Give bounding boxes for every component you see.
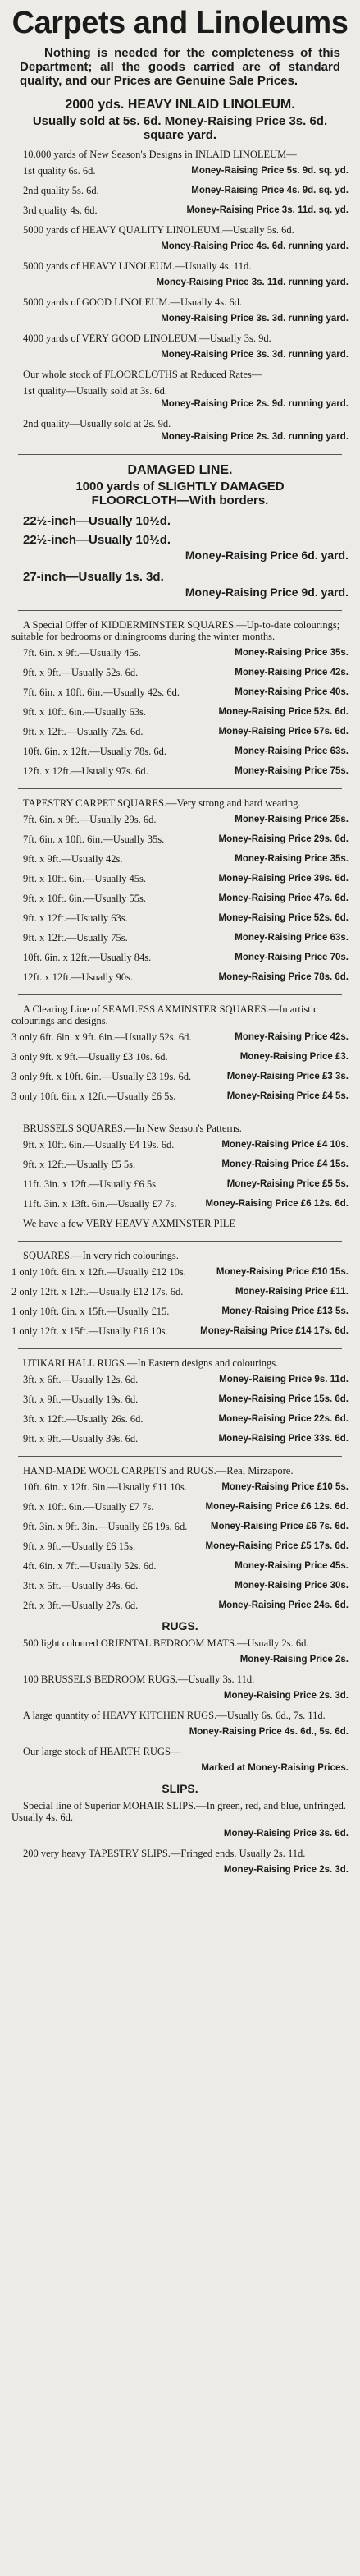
seamless-row: 3 only 6ft. 6in. x 9ft. 6in.—Usually 52s. 6d. Money-Raising Price 42s. (11, 1031, 349, 1043)
rugs-hearth-price: Marked at Money-Raising Prices. (201, 1763, 349, 1773)
damaged-heading: DAMAGED LINE. (127, 463, 233, 477)
divider (18, 1241, 342, 1242)
slips-tapestry-price: Money-Raising Price 2s. 3d. (223, 1865, 349, 1875)
rugs-brussels: 100 BRUSSELS BEDROOM RUGS.—Usually 3s. 11d. (23, 1674, 255, 1685)
kidderminster-row: 12ft. x 12ft.—Usually 97s. 6d. Money-Raising Price 75s. (23, 765, 349, 777)
tapestry-text: TAPESTRY CARPET SQUARES.—Very strong and hard wearing. (23, 797, 301, 809)
very-good-price: Money-Raising Price 3s. 3d. running yard. (161, 350, 349, 360)
kidderminster-row: 7ft. 6in. x 10ft. 6in.—Usually 42s. 6d. Money-Raising Price 40s. (23, 686, 349, 698)
floorcloths-q2: 2nd quality—Usually sold at 2s. 9d. (23, 418, 171, 429)
utikari-row: 3ft. x 12ft.—Usually 26s. 6d. Money-Raising Price 22s. 6d. (23, 1413, 349, 1425)
damaged-sub1: 1000 yards of SLIGHTLY DAMAGED (75, 480, 285, 494)
tapestry-row: 10ft. 6in. x 12ft.—Usually 84s. Money-Raising Price 70s. (23, 952, 349, 963)
heavy-price: Money-Raising Price 3s. 11d. running yard. (156, 278, 349, 287)
utikari-text: UTIKARI HALL RUGS.—In Eastern designs and colourings. (23, 1357, 279, 1369)
tapestry-row: 9ft. x 9ft.—Usually 42s. Money-Raising Price 35s. (23, 853, 349, 865)
inlaid-heading: 2000 yds. HEAVY INLAID LINOLEUM. (65, 98, 295, 112)
floorcloths-text: Our whole stock of FLOORCLOTHS at Reduced Rates— (23, 369, 262, 380)
handmade-row: 9ft. x 9ft.—Usually £6 15s. Money-Raising Price £5 17s. 6d. (23, 1541, 349, 1552)
inlaid-row: 3rd quality 4s. 6d. Money-Raising Price 3s. 11d. sq. yd. (23, 204, 349, 216)
rugs-oriental-price: Money-Raising Price 2s. (239, 1655, 349, 1665)
brussels-row: 9ft. x 10ft. 6in.—Usually £4 19s. 6d. Money-Raising Price £4 10s. (23, 1139, 349, 1150)
heavy-quality-price: Money-Raising Price 4s. 6d. running yard. (161, 241, 349, 251)
axminster-pile-text: SQUARES.—In very rich colourings. (23, 1250, 179, 1261)
kidderminster-row: 10ft. 6in. x 12ft.—Usually 78s. 6d. Money-Raising Price 63s. (23, 746, 349, 757)
handmade-row: 9ft. 3in. x 9ft. 3in.—Usually £6 19s. 6d. Money-Raising Price £6 7s. 6d. (23, 1521, 349, 1532)
damaged-line1a: 22½-inch—Usually 10½d. (23, 514, 171, 528)
axminster-row: 1 only 10ft. 6in. x 15ft.—Usually £15. Money-Raising Price £13 5s. (11, 1306, 349, 1317)
seamless-row: 3 only 9ft. x 9ft.—Usually £3 10s. 6d. Money-Raising Price £3. (11, 1051, 349, 1063)
handmade-row: 10ft. 6in. x 12ft. 6in.—Usually £11 10s. Money-Raising Price £10 5s. (23, 1481, 349, 1493)
floorcloths-q2-price: Money-Raising Price 2s. 3d. running yard. (161, 432, 349, 442)
brussels-row: 11ft. 3in. x 12ft.—Usually £6 5s. Money-Raising Price £5 5s. (23, 1178, 349, 1190)
slips-mohair: Special line of Superior MOHAIR SLIPS.—In green, red, and blue, unfringed. Usually 4s. 6d. (11, 1800, 347, 1823)
rugs-hearth: Our large stock of HEARTH RUGS— (23, 1746, 181, 1757)
heavy-quality-text: 5000 yards of HEAVY QUALITY LINOLEUM.—Usually 5s. 6d. (23, 224, 294, 236)
heavy-text: 5000 yards of HEAVY LINOLEUM.—Usually 4s. 11d. (23, 260, 252, 272)
slips-tapestry: 200 very heavy TAPESTRY SLIPS.—Fringed ends. Usually 2s. 11d. (23, 1848, 306, 1859)
axminster-row: 2 only 12ft. x 12ft.—Usually £12 17s. 6d. Money-Raising Price £11. (11, 1286, 349, 1297)
rugs-heading: RUGS. (162, 1619, 198, 1632)
inlaid-row: 2nd quality 5s. 6d. Money-Raising Price 4s. 9d. sq. yd. (23, 185, 349, 196)
inlaid-subheading: Usually sold at 5s. 6d. Money-Raising Price 3s. 6d. square yard. (32, 114, 328, 142)
divider (18, 1456, 342, 1457)
tapestry-row: 9ft. x 10ft. 6in.—Usually 45s. Money-Raising Price 39s. 6d. (23, 873, 349, 884)
slips-heading: SLIPS. (162, 1782, 198, 1795)
axminster-row: 1 only 10ft. 6in. x 12ft.—Usually £12 10s. Money-Raising Price £10 15s. (11, 1266, 349, 1278)
brussels-text: BRUSSELS SQUARES.—In New Season's Patterns. (23, 1123, 242, 1134)
handmade-row: 3ft. x 5ft.—Usually 34s. 6d. Money-Raising Price 30s. (23, 1580, 349, 1591)
utikari-row: 9ft. x 9ft.—Usually 39s. 6d. Money-Raising Price 33s. 6d. (23, 1433, 349, 1444)
rugs-brussels-price: Money-Raising Price 2s. 3d. (223, 1691, 349, 1701)
utikari-row: 3ft. x 9ft.—Usually 19s. 6d. Money-Raising Price 15s. 6d. (23, 1394, 349, 1405)
tapestry-row: 9ft. x 12ft.—Usually 75s. Money-Raising Price 63s. (23, 932, 349, 944)
divider (18, 1348, 342, 1349)
kidderminster-row: 9ft. x 9ft.—Usually 52s. 6d. Money-Raising Price 42s. (23, 667, 349, 678)
inlaid-row: 1st quality 6s. 6d. Money-Raising Price 5s. 9d. sq. yd. (23, 165, 349, 177)
kidderminster-text: A Special Offer of KIDDERMINSTER SQUARES.—Up-to-date colourings; suitable for bedrooms or diningrooms during the winter months. (11, 619, 340, 642)
tapestry-row: 12ft. x 12ft.—Usually 90s. Money-Raising Price 78s. 6d. (23, 971, 349, 983)
very-good-text: 4000 yards of VERY GOOD LINOLEUM.—Usually 3s. 9d. (23, 333, 271, 344)
brussels-row: 9ft. x 12ft.—Usually £5 5s. Money-Raising Price £4 15s. (23, 1159, 349, 1170)
slips-mohair-price: Money-Raising Price 3s. 6d. (223, 1829, 349, 1839)
divider (18, 610, 342, 611)
divider (18, 788, 342, 789)
handmade-text: HAND-MADE WOOL CARPETS and RUGS.—Real Mirzapore. (23, 1465, 294, 1476)
kidderminster-row: 7ft. 6in. x 9ft.—Usually 45s. Money-Raising Price 35s. (23, 647, 349, 659)
tapestry-row: 7ft. 6in. x 9ft.—Usually 29s. 6d. Money-Raising Price 25s. (23, 814, 349, 825)
handmade-row: 2ft. x 3ft.—Usually 27s. 6d. Money-Raising Price 24s. 6d. (23, 1600, 349, 1611)
page-title: Carpets and Linoleums (11, 6, 349, 40)
damaged-line1b: 22½-inch—Usually 10½d. (23, 533, 171, 547)
divider (18, 454, 342, 455)
good-text: 5000 yards of GOOD LINOLEUM.—Usually 4s. 6d. (23, 296, 242, 308)
seamless-text: A Clearing Line of SEAMLESS AXMINSTER SQUARES.—In artistic colourings and designs. (11, 1003, 318, 1026)
seamless-row: 3 only 9ft. x 10ft. 6in.—Usually £3 19s. 6d. Money-Raising Price £3 3s. (11, 1071, 349, 1082)
tapestry-row: 7ft. 6in. x 10ft. 6in.—Usually 35s. Money-Raising Price 29s. 6d. (23, 833, 349, 845)
handmade-row: 4ft. 6in. x 7ft.—Usually 52s. 6d. Money-Raising Price 45s. (23, 1560, 349, 1572)
damaged-line2: 27-inch—Usually 1s. 3d. (23, 570, 164, 584)
tapestry-row: 9ft. x 10ft. 6in.—Usually 55s. Money-Raising Price 47s. 6d. (23, 893, 349, 904)
kidderminster-row: 9ft. x 12ft.—Usually 72s. 6d. Money-Raising Price 57s. 6d. (23, 726, 349, 737)
damaged-line2-price: Money-Raising Price 9d. yard. (185, 585, 349, 599)
damaged-line1-price: Money-Raising Price 6d. yard. (185, 549, 349, 562)
utikari-row: 3ft. x 6ft.—Usually 12s. 6d. Money-Raising Price 9s. 11d. (23, 1374, 349, 1385)
inlaid-designs-text: 10,000 yards of New Season's Designs in INLAID LINOLEUM— (23, 149, 297, 160)
divider (18, 994, 342, 995)
brussels-also: We have a few VERY HEAVY AXMINSTER PILE (23, 1218, 236, 1229)
floorcloths-q1-price: Money-Raising Price 2s. 9d. running yard. (161, 399, 349, 409)
intro-paragraph: Nothing is needed for the completeness of this Department; all the goods carried are of standard quality, and our Prices are Genuine Sale Prices. (20, 46, 340, 88)
seamless-row: 3 only 10ft. 6in. x 12ft.—Usually £6 5s. Money-Raising Price £4 5s. (11, 1091, 349, 1102)
tapestry-row: 9ft. x 12ft.—Usually 63s. Money-Raising Price 52s. 6d. (23, 912, 349, 924)
rugs-kitchen: A large quantity of HEAVY KITCHEN RUGS.—Usually 6s. 6d., 7s. 11d. (23, 1710, 326, 1721)
good-price: Money-Raising Price 3s. 3d. running yard. (161, 314, 349, 324)
kidderminster-row: 9ft. x 10ft. 6in.—Usually 63s. Money-Raising Price 52s. 6d. (23, 706, 349, 718)
floorcloths-q1: 1st quality—Usually sold at 3s. 6d. (23, 385, 168, 397)
brussels-row: 11ft. 3in. x 13ft. 6in.—Usually £7 7s. Money-Raising Price £6 12s. 6d. (23, 1198, 349, 1210)
rugs-oriental: 500 light coloured ORIENTAL BEDROOM MATS.—Usually 2s. 6d. (23, 1637, 309, 1649)
damaged-sub2: FLOORCLOTH—With borders. (91, 494, 269, 507)
handmade-row: 9ft. x 10ft. 6in.—Usually £7 7s. Money-Raising Price £6 12s. 6d. (23, 1501, 349, 1513)
axminster-row: 1 only 12ft. x 15ft.—Usually £16 10s. Money-Raising Price £14 17s. 6d. (11, 1325, 349, 1337)
rugs-kitchen-price: Money-Raising Price 4s. 6d., 5s. 6d. (189, 1727, 349, 1737)
